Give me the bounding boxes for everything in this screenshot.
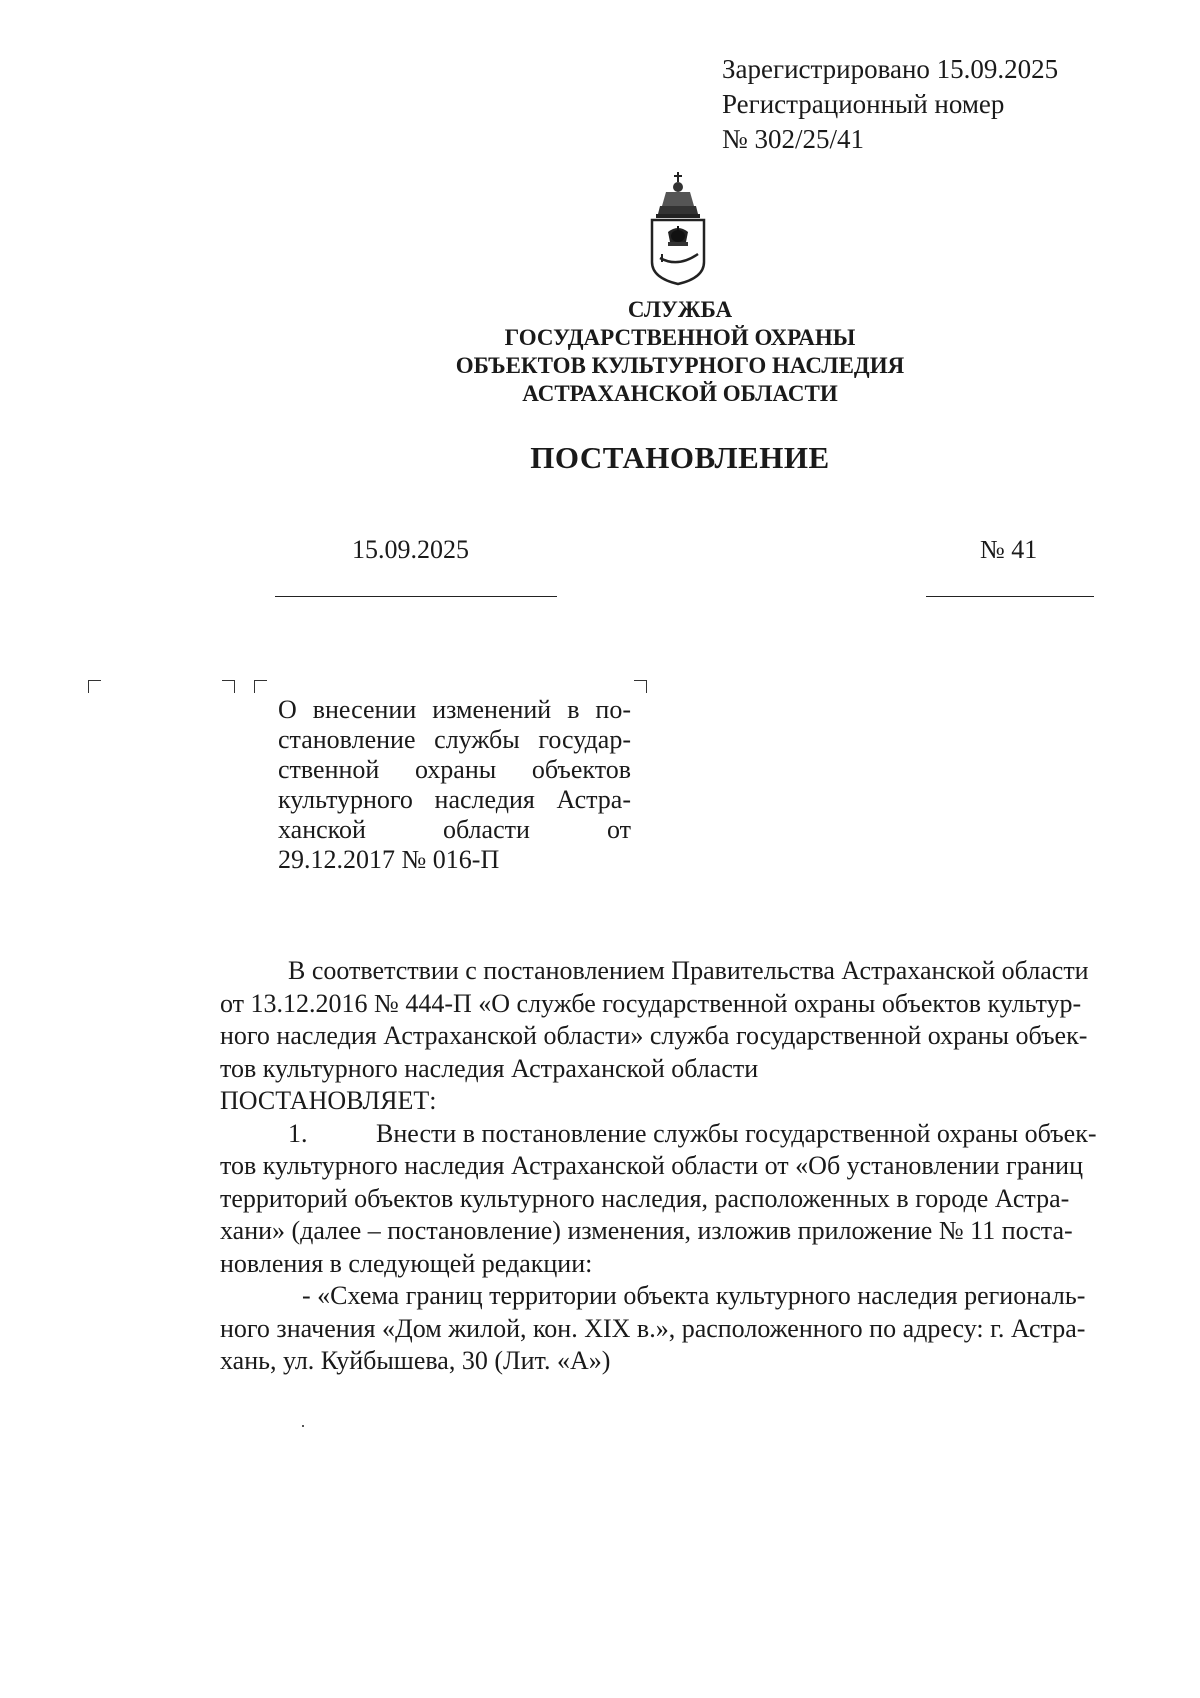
registration-number-label: Регистрационный номер [722, 89, 1005, 119]
registration-number: № 302/25/41 [722, 124, 865, 154]
subject-word: ственной [278, 755, 380, 784]
organization-line-3: ОБЪЕКТОВ КУЛЬТУРНОГО НАСЛЕДИЯ [455, 353, 905, 378]
document-number: № 41 [980, 535, 1038, 564]
preamble-line: В соответствии с постановлением Правительства Астраханской области [288, 956, 1089, 985]
subject-line [278, 755, 631, 785]
item-1-number: 1. [288, 1118, 308, 1148]
subject-line [278, 785, 631, 815]
astrakhan-coat-of-arms-icon [640, 170, 716, 286]
subject-corner-mark-top-right [634, 680, 647, 693]
item-1-line: территорий объектов культурного наследия, расположенных в городе Астра- [220, 1183, 1070, 1213]
subject-line [278, 695, 631, 725]
subject-word: 29.12.2017 № 016-П [278, 845, 500, 874]
registration-date: Зарегистрировано 15.09.2025 [722, 54, 1059, 84]
subject-word: изменений [432, 695, 552, 724]
item-1-line: тов культурного наследия Астраханской области от «Об установлении границ [220, 1151, 1083, 1180]
document-date: 15.09.2025 [352, 535, 469, 564]
date-underline [275, 596, 557, 597]
scheme-line: ного значения «Дом жилой, кон. XIX в.», расположенного по адресу: г. Астра- [220, 1313, 1086, 1343]
subject-line [278, 845, 631, 875]
subject-word: О [278, 695, 297, 724]
subject-word: от [606, 815, 631, 844]
document-body [220, 955, 1160, 1378]
subject-word: по- [595, 695, 631, 724]
preamble-line: тов культурного наследия Астраханской области [220, 1053, 759, 1083]
organization-line-1: СЛУЖБА [627, 297, 733, 322]
preamble-line: ного наследия Астраханской области» служба государственной охраны объек- [220, 1021, 1088, 1050]
subject-word: Астра- [556, 785, 631, 814]
preamble-line: от 13.12.2016 № 444-П «О службе государственной охраны объектов культур- [220, 988, 1082, 1018]
organization-line-2: ГОСУДАРСТВЕННОЙ ОХРАНЫ [504, 325, 856, 350]
item-1-first-line [220, 1118, 1160, 1151]
document-subject [278, 695, 631, 875]
subject-word: наследия [434, 785, 535, 814]
subject-word: государ- [538, 725, 631, 754]
subject-word: охраны [414, 755, 497, 784]
subject-word: ханской [278, 815, 366, 844]
number-underline [926, 596, 1094, 597]
item-1-line: новления в следующей редакции: [220, 1248, 593, 1278]
subject-corner-mark-top-left-outer [222, 680, 235, 693]
document-type-title: ПОСТАНОВЛЕНИЕ [530, 440, 830, 475]
subject-word: в [567, 695, 580, 724]
subject-word: области [442, 815, 530, 844]
subject-line [278, 815, 631, 845]
subject-word: службы [434, 725, 520, 754]
organization-line-4: АСТРАХАНСКОЙ ОБЛАСТИ [522, 381, 838, 406]
item-1-text: Внести в постановление службы государственной охраны объек- [376, 1118, 1097, 1148]
subject-corner-mark-top-left [254, 680, 267, 693]
scheme-line: хань, ул. Куйбышева, 30 (Лит. «А») [220, 1346, 611, 1375]
organization-name [300, 296, 1060, 408]
subject-word: становление [278, 725, 416, 754]
scheme-first-line: - «Схема границ территории объекта культурного наследия региональ- [302, 1281, 1086, 1310]
subject-word: объектов [531, 755, 631, 784]
subject-word: культурного [278, 785, 413, 814]
subject-word: внесении [312, 695, 417, 724]
subject-line [278, 725, 631, 755]
registration-block [722, 52, 1058, 157]
resolution-word: ПОСТАНОВЛЯЕТ: [220, 1086, 437, 1115]
left-margin-corner-mark [88, 680, 101, 693]
item-1-line: хани» (далее – постановление) изменения, изложив приложение № 11 поста- [220, 1216, 1073, 1245]
scan-speck [302, 1425, 304, 1427]
